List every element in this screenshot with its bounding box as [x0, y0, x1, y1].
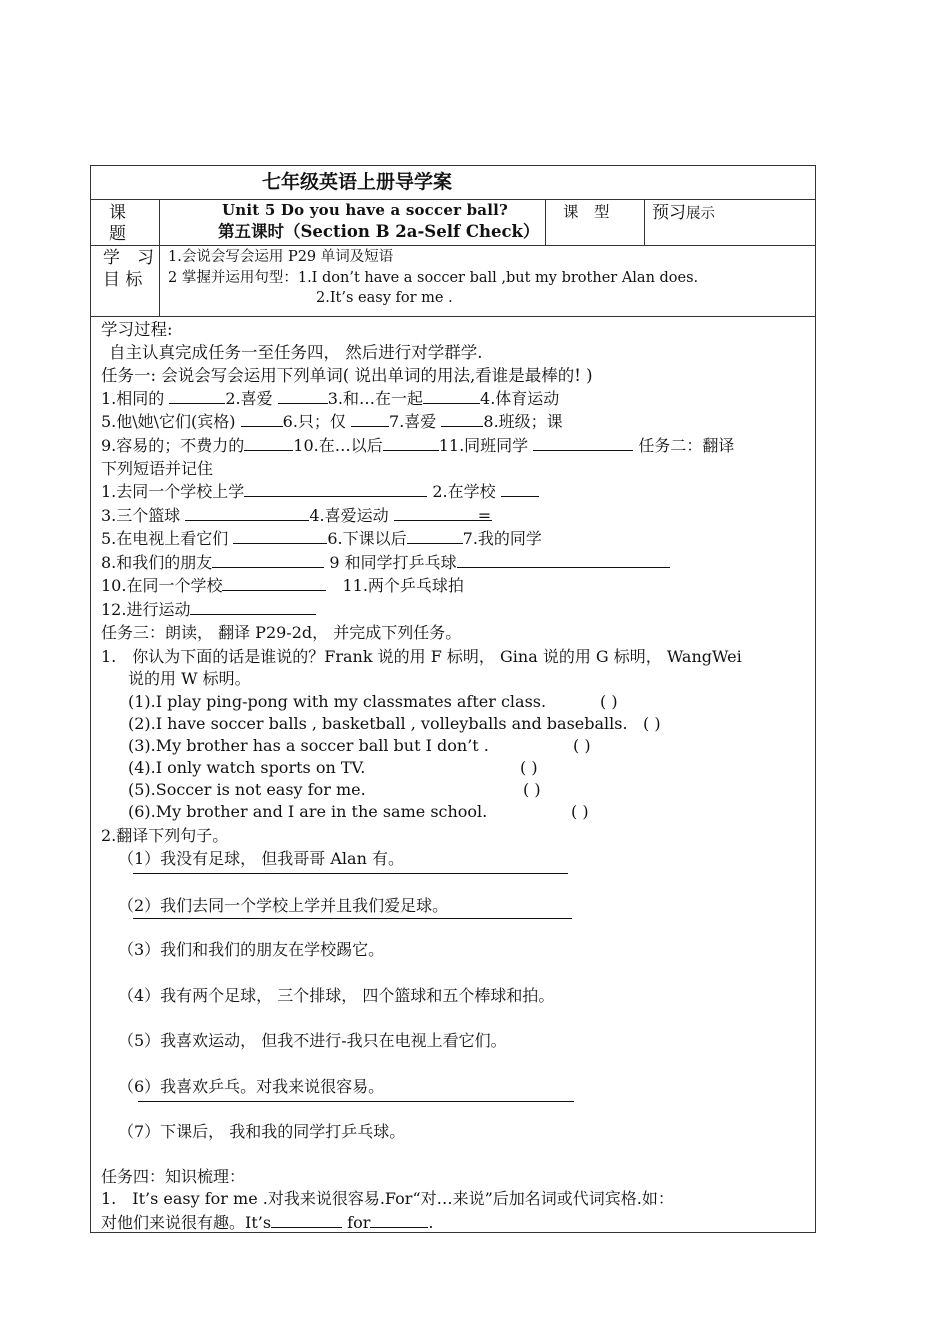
header-divider — [90, 245, 816, 246]
phrase-row-5: 10.在同一个学校 11.两个乒乓球拍 — [101, 576, 464, 595]
statement-5: (5).Soccer is not easy for me. — [128, 780, 366, 799]
phrase-row-6: 12.进行运动 — [101, 600, 316, 620]
objective-3: 2.It’s easy for me . — [316, 290, 453, 306]
answer-paren-2[interactable]: ( ) — [643, 714, 661, 733]
answer-line-1[interactable] — [133, 873, 568, 874]
ke-ti-label-2: 题 — [109, 224, 126, 244]
sentence-2: （2）我们去同一个学校上学并且我们爱足球。 — [118, 896, 449, 915]
objectives-label-2: 目 标 — [103, 270, 143, 290]
sentence-1: （1）我没有足球， 但我哥哥 Alan 有。 — [118, 849, 404, 868]
statement-3: (3).My brother has a soccer ball but I don’t . — [128, 736, 489, 755]
ke-xing-value: 预习展示 — [652, 203, 715, 223]
ke-ti-label-1: 课 — [109, 203, 126, 223]
statement-6: (6).My brother and I are in the same school. — [128, 802, 488, 821]
objectives-label-1: 学 习 — [103, 248, 154, 268]
type-column-divider-b — [644, 199, 645, 245]
phrase-row-2: 3.三个篮球 4.喜爱运动 = — [101, 506, 492, 525]
task1-row-3: 9.容易的；不费力的 10.在…以后 11.同班同学 任务二：翻译 — [101, 436, 735, 455]
answer-paren-4[interactable]: ( ) — [520, 758, 538, 777]
label-column-divider — [159, 199, 160, 316]
answer-line-2[interactable] — [133, 918, 572, 919]
objective-1: 1.会说会写会运用 P29 单词及短语 — [168, 249, 394, 265]
objectives-divider — [90, 316, 816, 317]
answer-paren-5[interactable]: ( ) — [523, 780, 541, 799]
ke-xing-label: 课 型 — [563, 203, 610, 221]
task2-heading: 下列短语并记住 — [101, 459, 214, 478]
process-heading: 学习过程: — [101, 320, 173, 339]
task4-line-1: 1. It’s easy for me .对我来说很容易.For“对…来说”后加名词或代词宾格.如： — [101, 1189, 674, 1208]
unit-title: Unit 5 Do you have a soccer ball? — [222, 201, 509, 219]
sentence-3: （3）我们和我们的朋友在学校踢它。 — [118, 940, 385, 959]
sentence-4: （4）我有两个足球， 三个排球， 四个篮球和五个棒球和拍。 — [118, 986, 555, 1005]
task1-row-2: 5.他\她\它们(宾格) 6.只；仅 7.喜爱 8.班级；课 — [101, 412, 563, 431]
answer-paren-6[interactable]: ( ) — [571, 802, 589, 821]
answer-paren-1[interactable]: ( ) — [600, 692, 618, 711]
task1-heading: 任务一: 会说会写会运用下列单词( 说出单词的用法,看谁是最棒的! ) — [101, 366, 593, 385]
statement-1: (1).I play ping-pong with my classmates after class. — [128, 692, 547, 711]
phrase-row-4: 8.和我们的朋友 9 和同学打乒乓球 — [101, 553, 670, 573]
task1-row-1: 1.相同的 2.喜爱 3.和…在一起 4.体育运动 — [101, 389, 560, 408]
answer-line-6[interactable] — [138, 1101, 574, 1102]
task3-q2-heading: 2.翻译下列句子。 — [101, 826, 229, 845]
lesson-title: 第五课时（Section B 2a-Self Check） — [218, 222, 540, 241]
process-intro: 自主认真完成任务一至任务四， 然后进行对学群学. — [109, 343, 483, 362]
phrase-row-3: 5.在电视上看它们 6.下课以后 7.我的同学 — [101, 529, 542, 548]
sentence-7: （7）下课后， 我和我的同学打乒乓球。 — [118, 1122, 406, 1141]
statement-4: (4).I only watch sports on TV. — [128, 758, 366, 777]
statement-2: (2).I have soccer balls , basketball , volleyballs and baseballs. — [128, 714, 628, 733]
phrase-row-1: 1.去同一个学校上学 2.在学校 — [101, 482, 539, 502]
task3-q1-line1: 1. 你认为下面的话是谁说的？Frank 说的用 F 标明， Gina 说的用 G 标明， WangWei — [101, 647, 742, 666]
task4-line-2: 对他们来说很有趣。It’s for . — [101, 1213, 434, 1232]
sentence-6: （6）我喜欢乒乓。对我来说很容易。 — [118, 1077, 385, 1096]
page-title: 七年级英语上册导学案 — [262, 171, 453, 193]
type-column-divider-a — [545, 199, 546, 245]
answer-paren-3[interactable]: ( ) — [573, 736, 591, 755]
task3-q1-line2: 说的用 W 标明。 — [128, 669, 251, 688]
task3-heading: 任务三：朗读， 翻译 P29-2d， 并完成下列任务。 — [101, 623, 462, 642]
task4-heading: 任务四：知识梳理： — [101, 1167, 246, 1186]
objective-2: 2 掌握并运用句型：1.I don’t have a soccer ball ,but my brother Alan does. — [168, 270, 699, 286]
sentence-5: （5）我喜欢运动， 但我不进行-我只在电视上看它们。 — [118, 1031, 507, 1050]
